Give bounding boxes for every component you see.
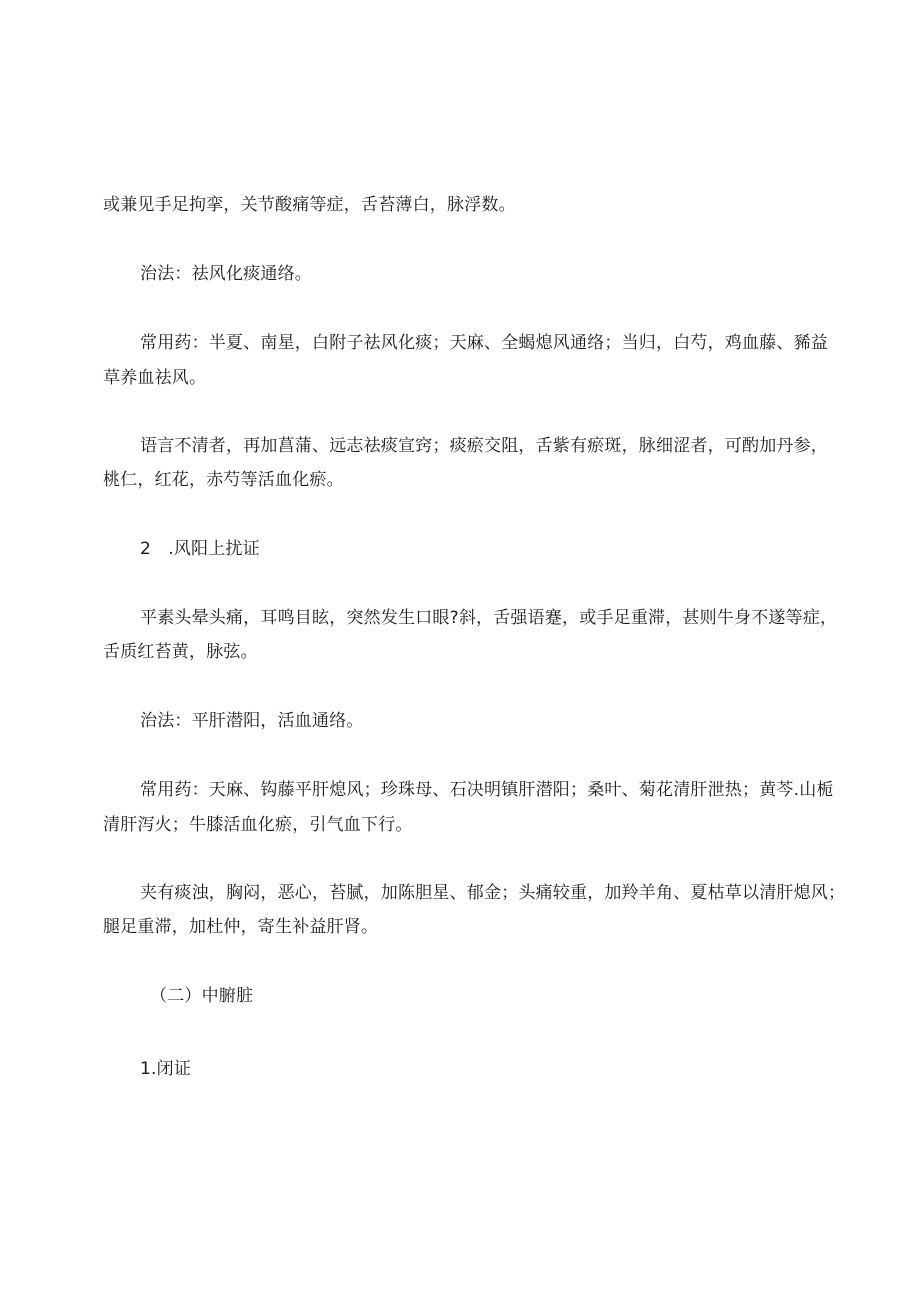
section-heading: （二）中腑脏	[150, 986, 254, 1006]
text-line: 治法：祛风化痰通络。	[140, 264, 312, 284]
text-line: 草养血祛风。	[103, 368, 207, 388]
section-heading: 1.闭证	[140, 1059, 192, 1079]
text-line: 舌质红苔黄，脉弦。	[103, 642, 258, 662]
text-line: 清肝泻火；牛膝活血化瘀，引气血下行。	[103, 815, 413, 835]
text-line: 常用药：半夏、南星，白附子祛风化痰；天麻、全蝎熄风通络；当归，白芍，鸡血藤、豨益	[140, 333, 828, 353]
text-line: 桃仁，红花，赤芍等活血化瘀。	[103, 470, 344, 490]
text-line: 或兼见手足拘挛，关节酸痛等症，舌苔薄白，脉浮数。	[103, 195, 516, 215]
text-line: 语言不清者，再加菖蒲、远志祛痰宣窍；痰瘀交阻，舌紫有瘀斑，脉细涩者，可酌加丹参，	[140, 436, 828, 456]
text-line: 夹有痰浊，胸闷，恶心，苔腻，加陈胆星、郁金；头痛较重，加羚羊角、夏枯草以清肝熄风；	[140, 883, 846, 903]
text-line: 常用药：天麻、钩藤平肝熄风；珍珠母、石决明镇肝潜阳；桑叶、菊花清肝泄热；黄芩.山栀	[140, 780, 834, 800]
section-heading: 2 .风阳上扰证	[140, 539, 260, 559]
text-line: 治法：平肝潜阳，活血通络。	[140, 711, 364, 731]
text-line: 平素头晕头痛，耳鸣目眩，突然发生口眼?斜，舌强语蹇，或手足重滞，甚则牛身不遂等症，	[140, 608, 838, 628]
text-line: 腿足重滞，加杜仲，寄生补益肝肾。	[103, 917, 379, 937]
